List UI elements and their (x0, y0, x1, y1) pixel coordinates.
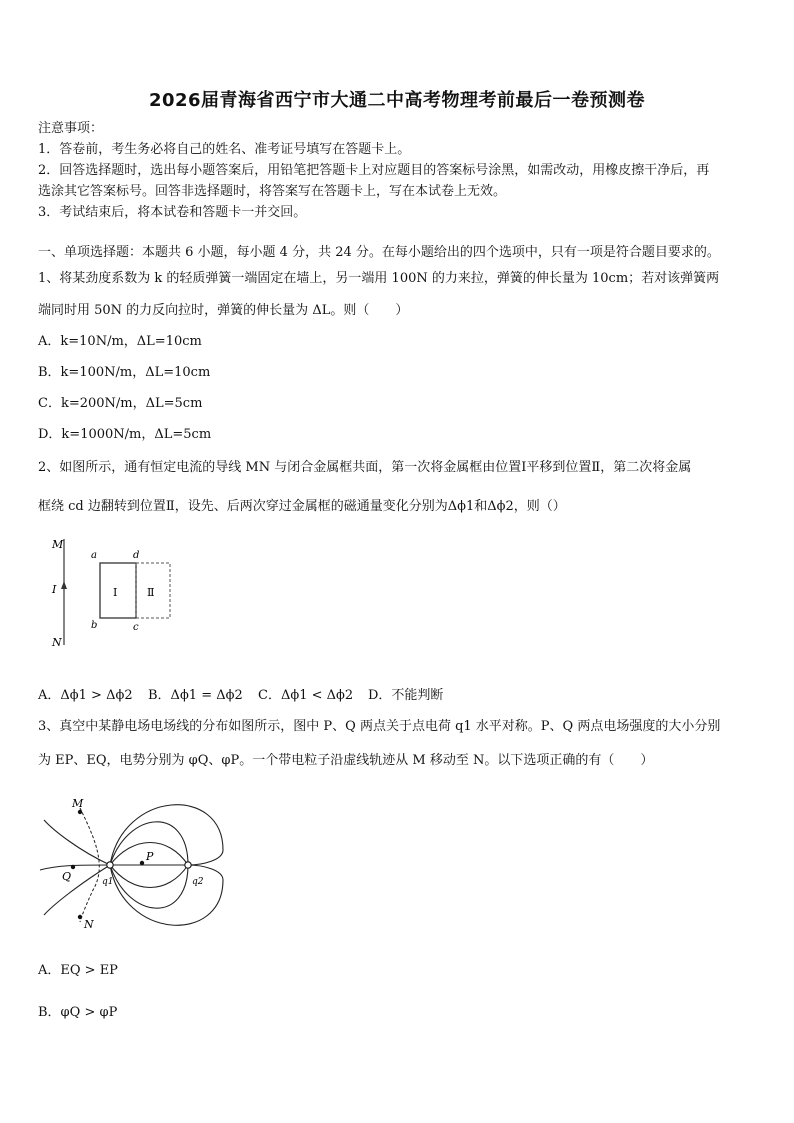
q2-stem-line2: 框绕 cd 边翻转到位置Ⅱ，设先、后两次穿过金属框的磁通量变化分别为Δϕ1和Δϕ2，则（） (38, 499, 566, 514)
charge-q2 (185, 862, 191, 868)
q3-stem-line1: 3、真空中某静电场电场线的分布如图所示，图中 P、Q 两点关于点电荷 q1 水平对称。P、Q 两点电场强度的大小分别 (38, 719, 721, 734)
q2-stem-line1: 2、如图所示，通有恒定电流的导线 MN 与闭合金属框共面，第一次将金属框由位置Ⅰ平移到位置Ⅱ，第二次将金属 (38, 460, 692, 475)
notice-item-1: 1．答卷前，考生务必将自己的姓名、准考证号填写在答题卡上。 (38, 142, 411, 157)
q1-option-a: A．k=10N/m，ΔL=10cm (38, 334, 202, 349)
current-arrow-icon (61, 581, 67, 589)
field-line-lower-2 (110, 865, 188, 908)
q1-stem-line2: 端同时用 50N 的力反向拉时，弹簧的伸长量为 ΔL。则（ ） (38, 303, 409, 318)
field-line-lower-3 (110, 865, 223, 925)
frame-position-1 (100, 563, 136, 618)
q3-option-b: B．φQ > φP (38, 1005, 118, 1020)
label-q: Q (62, 870, 72, 883)
q2-wire-frame-figure (40, 533, 190, 653)
q2-option-b: B．Δϕ1 = Δϕ2 (148, 688, 243, 703)
label-n: N (52, 636, 62, 649)
label-p: P (146, 850, 154, 863)
field-line-left-down (44, 865, 110, 915)
q1-option-c: C．k=200N/m，ΔL=5cm (38, 396, 203, 411)
label-position-1: Ⅰ (113, 586, 118, 599)
label-q1: q1 (102, 877, 114, 887)
q1-option-b: B．k=100N/m，ΔL=10cm (38, 365, 211, 380)
field-line-upper-3 (110, 805, 223, 865)
q1-stem-line1: 1、将某劲度系数为 k 的轻质弹簧一端固定在墙上，另一端用 100N 的力来拉，弹簧的伸长量为 10cm；若对该弹簧两 (38, 271, 720, 286)
q3-option-a: A．EQ > EP (38, 963, 118, 978)
label-a: a (91, 550, 97, 561)
q2-option-a: A．Δϕ1 > Δϕ2 (38, 688, 133, 703)
notice-heading: 注意事项： (38, 121, 104, 136)
notice-item-3: 3．考试结束后，将本试卷和答题卡一并交回。 (38, 205, 307, 220)
point-p (140, 861, 144, 865)
q3-field-lines-figure (38, 790, 238, 940)
field-line-lower-1 (110, 865, 188, 888)
label-position-2: Ⅱ (147, 586, 155, 599)
q1-option-d: D．k=1000N/m，ΔL=5cm (38, 427, 212, 442)
point-n (78, 915, 82, 919)
notice-item-2: 2．回答选择题时，选出每小题答案后，用铅笔把答题卡上对应题目的答案标号涂黑，如需改动，用橡皮擦干净后，再 (38, 163, 710, 178)
label-m: M (72, 797, 84, 810)
charge-q1 (107, 862, 113, 868)
q2-option-c: C．Δϕ1 < Δϕ2 (258, 688, 354, 703)
field-line-left-up (44, 820, 110, 865)
label-current-i: I (52, 583, 57, 596)
label-d: d (133, 550, 140, 561)
label-n: N (84, 918, 94, 931)
notice-item-2-cont: 选涂其它答案标号。回答非选择题时，将答案写在答题卡上，写在本试卷上无效。 (38, 184, 507, 199)
q3-stem-line2: 为 EP、EQ，电势分别为 φQ、φP。一个带电粒子沿虚线轨迹从 M 移动至 N。以下选项正确的有（ ） (38, 753, 654, 768)
label-q2: q2 (192, 877, 204, 887)
label-m: M (52, 538, 64, 551)
point-q (71, 865, 75, 869)
q2-option-d: D．不能判断 (368, 688, 444, 703)
label-b: b (91, 620, 98, 631)
point-m (78, 810, 82, 814)
section-heading: 一、单项选择题：本题共 6 小题，每小题 4 分，共 24 分。在每小题给出的四个选项中，只有一项是符合题目要求的。 (38, 245, 720, 260)
page-title: 2026届青海省西宁市大通二中高考物理考前最后一卷预测卷 (148, 90, 646, 111)
label-c: c (133, 622, 139, 633)
